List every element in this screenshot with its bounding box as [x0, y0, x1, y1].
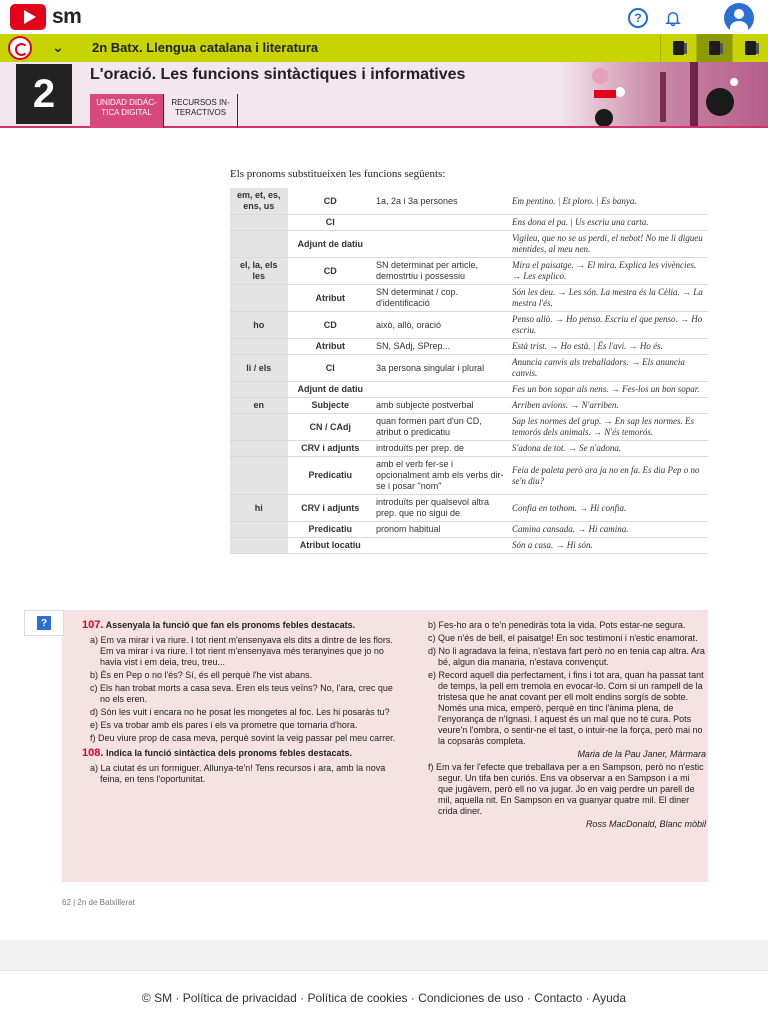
- table-row: [230, 441, 708, 457]
- pronoun-group: [230, 231, 288, 258]
- exercise-item: b) Fes-ho ara o te'n penediràs tota la vida. Pots estar-ne segura.: [428, 620, 686, 630]
- example-cell: Confia en tothom. → Hi confia.: [508, 495, 708, 522]
- unit-decorative-art: [560, 62, 768, 126]
- condition-cell: quan formen part d'un CD, atribut o predicatiu: [372, 414, 508, 441]
- pronoun-group: [230, 285, 288, 312]
- chevron-down-icon[interactable]: ⌄: [52, 39, 64, 55]
- pronoun-group: li / els: [230, 355, 288, 382]
- exercise-item: a) Em va mirar i va riure. I tot rient m'ensenyava els dits a dintre de les flors. Em va mirar i va riure. I tot rient m'ensenyava més teranyines que jo no havia vist i em deia, treu, treu...: [90, 635, 393, 667]
- condition-cell: pronom habitual: [372, 522, 508, 538]
- function-cell: CD: [288, 312, 372, 339]
- book-icon-2[interactable]: [696, 34, 732, 62]
- function-cell: Subjecte: [288, 398, 372, 414]
- table-row: [230, 382, 708, 398]
- question-108: 108. Indica la funció sintàctica dels pronoms febles destacats.: [82, 747, 353, 759]
- function-cell: CRV i adjunts: [288, 495, 372, 522]
- pronoun-group: [230, 382, 288, 398]
- function-cell: Atribut locatiu: [288, 538, 372, 554]
- gray-spacer: [0, 940, 768, 970]
- condition-cell: [372, 215, 508, 231]
- example-cell: Feia de paleta però ara ja no en fa. Es diu Pep o no se'n diu?: [508, 457, 708, 495]
- table-row: [230, 414, 708, 441]
- exercise-item: f) Deu viure prop de casa meva, perquè sovint la veig passar pel meu carrer.: [90, 733, 396, 743]
- exercise-item: c) Els han trobat morts a casa seva. Eren els teus veïns? No, l'ara, crec que no els eren.: [90, 683, 393, 704]
- tab-recursos-interactivos[interactable]: RECURSOS IN- TERACTIVOS: [164, 94, 238, 128]
- pronoun-group: [230, 414, 288, 441]
- function-cell: Atribut: [288, 339, 372, 355]
- bell-icon[interactable]: [662, 7, 684, 29]
- exercise-item: d) Són les vuit i encara no he posat les mongetes al foc. Les hi posaràs tu?: [90, 707, 390, 717]
- condition-cell: introduïts per prep. de: [372, 441, 508, 457]
- exercise-item: b) És en Pep o no l'és? Sí, és ell perquè l'he vist abans.: [90, 670, 313, 680]
- exercises-panel: [40, 610, 708, 882]
- condition-cell: [372, 538, 508, 554]
- play-logo-icon: [10, 4, 46, 30]
- condition-cell: SN, SAdj, SPrep...: [372, 339, 508, 355]
- example-cell: Anuncia canvis als treballadors. → Els anuncia canvis.: [508, 355, 708, 382]
- function-cell: CI: [288, 215, 372, 231]
- example-cell: Camina cansada. → Hi camina.: [508, 522, 708, 538]
- pronoun-group: [230, 457, 288, 495]
- exercise-item: f) Em va fer l'efecte que treballava per a en Sampson, però no n'estic segur. Un tifa ben curiós. Ens va observar a en Sampson i a mi que jugàvem, però ell no va jugar. Jo en vaig perdre un parell de mil, aquella nit. En Sampson en va guanyar quatre mil. El diner crida diner.: [428, 762, 704, 816]
- example-cell: Vigileu, que no se us perdi, el nebot! No me li digueu mentides, al meu nen.: [508, 231, 708, 258]
- unit-number: 2: [16, 64, 72, 124]
- top-bar: [0, 0, 768, 34]
- pronoun-group: hi: [230, 495, 288, 522]
- table-row: [230, 355, 708, 382]
- pronoun-group: en: [230, 398, 288, 414]
- table-row: [230, 495, 708, 522]
- function-cell: CD: [288, 258, 372, 285]
- book-logo-icon[interactable]: [8, 36, 32, 60]
- condition-cell: això, allò, oració: [372, 312, 508, 339]
- condition-cell: 1a, 2a i 3a persones: [372, 188, 508, 215]
- function-cell: CN / CAdj: [288, 414, 372, 441]
- unit-title: L'oració. Les funcions sintàctiques i informatives: [90, 66, 466, 83]
- example-cell: Penso allò. → Ho penso. Escriu el que penso. → Ho escriu.: [508, 312, 708, 339]
- pronoun-table: [230, 188, 708, 554]
- condition-cell: [372, 382, 508, 398]
- table-row: [230, 538, 708, 554]
- table-row: [230, 339, 708, 355]
- condition-cell: [372, 231, 508, 258]
- table-row: [230, 258, 708, 285]
- book-bar: [0, 34, 768, 62]
- condition-cell: introduïts per qualsevol altra prep. que no sigui de: [372, 495, 508, 522]
- table-row: [230, 215, 708, 231]
- function-cell: CD: [288, 188, 372, 215]
- example-cell: S'adona de tot. → Se n'adona.: [508, 441, 708, 457]
- table-row: [230, 398, 708, 414]
- pronoun-group: ho: [230, 312, 288, 339]
- table-row: [230, 188, 708, 215]
- example-cell: Està trist. → Ho està. | És l'avi. → Ho és.: [508, 339, 708, 355]
- example-cell: Són a casa. → Hi són.: [508, 538, 708, 554]
- site-footer[interactable]: © SM · Política de privacidad · Política de cookies · Condiciones de uso · Contacto · Ayuda: [0, 970, 768, 1024]
- book-page: [40, 130, 716, 920]
- user-avatar[interactable]: [724, 3, 754, 33]
- example-cell: Fes un bon sopar als nens. → Fes-los un bon sopar.: [508, 382, 708, 398]
- tab-unidad-didactica[interactable]: UNIDAD DIDÁC- TICA DIGITAL: [90, 94, 164, 128]
- question-icon[interactable]: ?: [24, 610, 64, 636]
- pronoun-group: el, la, els les: [230, 258, 288, 285]
- table-row: [230, 312, 708, 339]
- function-cell: Atribut: [288, 285, 372, 312]
- exercise-item: d) No li agradava la feina, n'estava fart però no en tenia cap altra. Ara bé, algun dia manaria, n'estava convençut.: [428, 646, 705, 667]
- pronoun-group: [230, 441, 288, 457]
- function-cell: CI: [288, 355, 372, 382]
- exercise-item: e) Es va trobar amb els pares i els va prometre que tornaria d'hora.: [90, 720, 358, 730]
- author-citation: Ross MacDonald, Blanc mòbil: [585, 819, 706, 829]
- book-title: 2n Batx. Llengua catalana i literatura: [92, 40, 319, 55]
- example-cell: Són les deu. → Les són. La mestra és la Cèlia. → La mestra l'és.: [508, 285, 708, 312]
- table-row: [230, 285, 708, 312]
- function-cell: Adjunt de datiu: [288, 382, 372, 398]
- book-icon-1[interactable]: [660, 34, 696, 62]
- example-cell: Sap les normes del grup. → En sap les normes. Es temorós dels animals. → N'és temorós.: [508, 414, 708, 441]
- table-row: [230, 457, 708, 495]
- pronoun-group: [230, 215, 288, 231]
- condition-cell: SN determinat per article, demostrtiu i possessiu: [372, 258, 508, 285]
- exercise-item: a) La ciutat és un formiguer. Allunya-te'n! Tens recursos i ara, amb la nova feina, en tens l'oportunitat.: [90, 763, 386, 784]
- function-cell: CRV i adjunts: [288, 441, 372, 457]
- page-footer: 62 | 2n de Batxillerat: [62, 898, 135, 907]
- condition-cell: amb el verb fer-se i opcionalment amb els verbs dir-se i posar "nom": [372, 457, 508, 495]
- logo-text: sm: [52, 5, 82, 28]
- pronoun-group: [230, 339, 288, 355]
- function-cell: Predicatiu: [288, 457, 372, 495]
- table-intro: Els pronoms substitueixen les funcions següents:: [230, 168, 446, 180]
- function-cell: Predicatiu: [288, 522, 372, 538]
- pronoun-group: [230, 538, 288, 554]
- question-107: 107. Assenyala la funció que fan els pronoms febles destacats.: [82, 619, 356, 631]
- table-row: [230, 522, 708, 538]
- sm-logo[interactable]: [10, 4, 81, 30]
- example-cell: Ens dona el pa. | Us escriu una carta.: [508, 215, 708, 231]
- help-icon[interactable]: ?: [628, 8, 648, 28]
- example-cell: Arriben avions. → N'arriben.: [508, 398, 708, 414]
- example-cell: Mira el paisatge. → El mira. Explica les vivències. → Les explico.: [508, 258, 708, 285]
- book-icon-3[interactable]: [732, 34, 768, 62]
- exercise-item: c) Que n'és de bell, el paisatge! En soc testimoni i n'estic enamorat.: [428, 633, 698, 643]
- function-cell: Adjunt de datiu: [288, 231, 372, 258]
- table-row: [230, 231, 708, 258]
- author-citation: Maria de la Pau Janer, Màrmara: [577, 749, 706, 759]
- exercise-item: e) Record aquell dia perfectament, i fins i tot ara, quan ha passat tant de temps, la pell em tremola en evocar-lo. Com si un rampell de la tristesa que he anat covant per ell molt endins sorgís de sobte. Només una mica, emperò, perquè en tinc l'ànima plena, de l'enyorança de n'Ignasi. I aquest és un mal que no té cura. Pots veure'n l'ombra, o sentir-ne el tast, o intuir-ne la força, però mai no la copsaràs completa.: [428, 670, 704, 746]
- pronoun-group: [230, 522, 288, 538]
- condition-cell: amb subjecte postverbal: [372, 398, 508, 414]
- pronoun-group: em, et, es, ens, us: [230, 188, 288, 215]
- example-cell: Em pentino. | Et ploro. | Es banya.: [508, 188, 708, 215]
- condition-cell: 3a persona singular i plural: [372, 355, 508, 382]
- condition-cell: SN determinat / cop. d'identificació: [372, 285, 508, 312]
